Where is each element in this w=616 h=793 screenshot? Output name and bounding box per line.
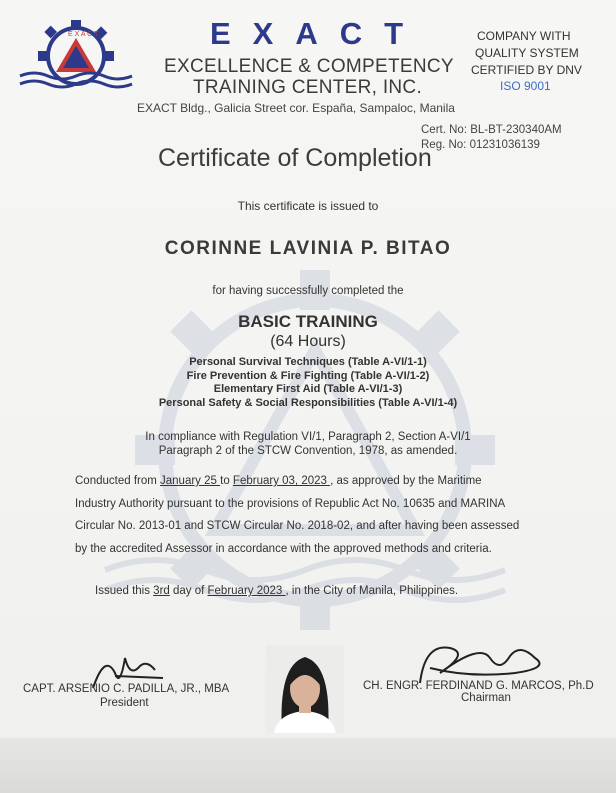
issued-month: February 2023 xyxy=(207,585,286,597)
quality-line3: CERTIFIED BY DNV xyxy=(471,63,582,77)
page-bottom-shadow xyxy=(0,738,616,793)
company-name-line2: TRAINING CENTER, INC. xyxy=(193,77,423,98)
completion-text: for having successfully completed the xyxy=(212,285,404,297)
president-role: President xyxy=(100,697,149,709)
chairman-name: CH. ENGR. FERDINAND G. MARCOS, Ph.D xyxy=(363,680,594,692)
exact-logo xyxy=(16,14,136,94)
cert-number: Cert. No: BL-BT-230340AM xyxy=(421,124,562,136)
issued-suffix: , in the City of Manila, Philippines. xyxy=(285,585,459,597)
compliance-line2: Paragraph 2 of the STCW Convention, 1978, as amended. xyxy=(158,445,458,457)
recipient-photo xyxy=(266,645,344,733)
company-name-line1: EXCELLENCE & COMPETENCY xyxy=(164,56,454,77)
conducted-line xyxy=(75,475,482,487)
quality-line2: QUALITY SYSTEM xyxy=(475,46,579,60)
reg-number: Reg. No: 01231036139 xyxy=(421,139,540,151)
module-item: Fire Prevention & Fire Fighting (Table A-VI/1-2) xyxy=(186,370,430,382)
quality-line1: COMPANY WITH xyxy=(477,29,571,43)
issued-prefix: Issued this xyxy=(95,585,154,597)
paragraph-line3: Circular No. 2013-01 and STCW Circular No. 2018-02, and after having been assessed xyxy=(75,520,520,532)
course-name: BASIC TRAINING xyxy=(238,312,378,331)
president-name: CAPT. ARSENIO C. PADILLA, JR., MBA xyxy=(23,683,230,695)
conducted-prefix: Conducted from xyxy=(75,475,161,487)
issued-date-line xyxy=(95,585,458,597)
iso-badge: ISO 9001 xyxy=(500,79,551,93)
recipient-name: CORINNE LAVINIA P. BITAO xyxy=(164,238,452,259)
issued-day: 3rd xyxy=(153,585,170,597)
chairman-role: Chairman xyxy=(461,692,511,704)
course-hours: (64 Hours) xyxy=(270,333,346,350)
brand-name: EXACT xyxy=(210,16,426,51)
paragraph-line4: by the accredited Assessor in accordance with the approved methods and criteria. xyxy=(75,543,492,555)
company-address: EXACT Bldg., Galicia Street cor. España, Sampaloc, Manila xyxy=(137,101,455,115)
module-item: Personal Survival Techniques (Table A-VI/1-1) xyxy=(189,356,427,368)
conducted-suffix: , as approved by the Maritime xyxy=(330,475,482,487)
paragraph-line2: Industry Authority pursuant to the provisions of Republic Act No. 10635 and MARINA xyxy=(75,498,506,510)
module-item: Personal Safety & Social Responsibilities (Table A-VI/1-4) xyxy=(158,397,458,409)
module-item: Elementary First Aid (Table A-VI/1-3) xyxy=(213,383,403,395)
date-to: February 03, 2023 xyxy=(232,475,331,487)
issued-to-text: This certificate is issued to xyxy=(237,199,379,213)
issued-mid: day of xyxy=(169,585,208,597)
certificate-title: Certificate of Completion xyxy=(158,144,432,172)
date-from: January 25 xyxy=(160,475,221,487)
svg-text:E X A C T: E X A C T xyxy=(68,31,99,38)
to-word: to xyxy=(220,475,233,487)
compliance-line1: In compliance with Regulation VI/1, Paragraph 2, Section A-VI/1 xyxy=(145,431,471,443)
